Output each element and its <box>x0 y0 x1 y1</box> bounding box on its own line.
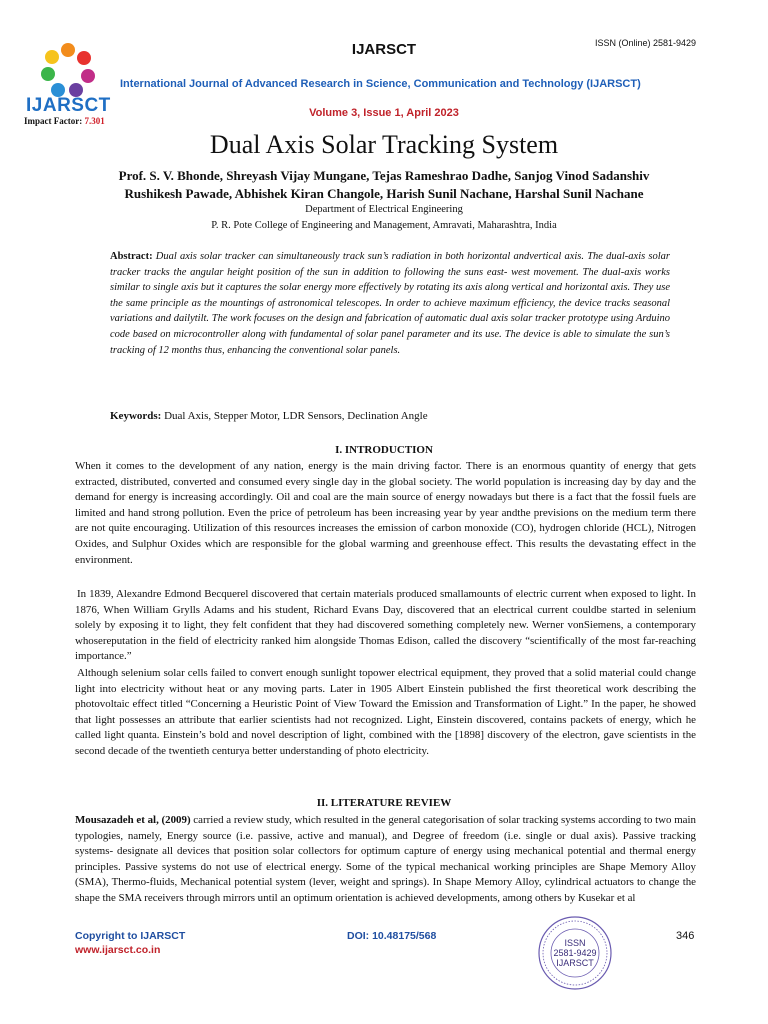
impact-factor-label: Impact Factor: <box>24 116 83 126</box>
citation-label: Mousazadeh et al, (2009) <box>75 814 191 826</box>
abstract <box>110 249 670 358</box>
seal-line-2: 2581-9429 <box>553 948 597 958</box>
abstract-label: Abstract: <box>110 251 153 262</box>
intro-paragraph-1: When it comes to the development of any nation, energy is the main driving factor. There is an enormous quantity of energy that gets extracted, distributed, converted and consumed every single day in the global society. The world population is increasing day by day and the demand for energy is increasing accordingly. Oil and coal are the main source of energy nowadays but there is a fact that the fossil fuels are limited and hand strong pollution. Even the price of petroleum has been increasing year by year andthe previsions on the medium term there are not quite encouraging. Utilization of this resources increases the emission of carbon monoxide (CO), hydrogen chloride (HCL), Nitrogen Oxides, and Sulphur Oxides which are responsible for the global warming and greenhouse effect. This results the devastating effect in the environment. <box>75 460 696 566</box>
literature-text: carried a review study, which resulted in the general categorisation of solar tracking systems according to two main typologies, namely, Energy source (i.e. passive, active and manual), and Degree of freedom (i.e. single or dual axis). Passive tracking systems- designate all devices that position solar collectors for optimum capture of energy using mechanical potential and thermal energy principles. Passive systems do not use of electrical energy. Some of the typical mechanical working principles are Shape Memory Alloy (SMA), Thermo-fluids, Mechanical potential system (lever, weight and springs). In Shape Memory Alloy, cylindrical actuators to change the shape the SMA receivers through mirrors until an optimum orientation is achieved developments, among others by Kusekar et al <box>75 814 696 904</box>
journal-full-name: International Journal of Advanced Research in Science, Communication and Technology (IJARSCT) <box>120 78 641 90</box>
abstract-text: Dual axis solar tracker can simultaneously track sun’s radiation in both horizontal andvertical axis. The dual-axis solar tracker tracks the angular height position of the sun in addition to following the suns east- west movement. The dual-axis works similar to single axis but it captures the solar energy more effectively by rotating its axis along vertical and horizontal axis. They use the same principle as the mountings of astronomical telescopes. In order to achieve maximum efficiency, the device tracks seasonal variations and dailytilt. The work focuses on the design and fabrication of automatic dual axis solar tracker prototype using Arduino code based on microcontroller along with fundamental of solar panel parameter and its use. The device is able to simulate the sun’s tracking of 12 months thus, enhancing the conventional solar panels. <box>110 251 670 356</box>
impact-factor-value: 7.301 <box>84 116 105 126</box>
volume-issue: Volume 3, Issue 1, April 2023 <box>309 107 459 119</box>
section-heading-introduction: I. INTRODUCTION <box>335 444 433 456</box>
keywords-label: Keywords: <box>110 410 162 422</box>
department: Department of Electrical Engineering <box>305 204 463 215</box>
seal-line-3: IJARSCT <box>556 958 594 968</box>
logo-wordmark: IJARSCT <box>26 95 111 116</box>
seal-line-1: ISSN <box>564 938 586 948</box>
authors-line-1: Prof. S. V. Bhonde, Shreyash Vijay Mungane, Tejas Rameshrao Dadhe, Sanjog Vinod Sadanshiv <box>118 168 650 183</box>
paper-title: Dual Axis Solar Tracking System <box>209 130 559 159</box>
intro-paragraph-2: In 1839, Alexandre Edmond Becquerel discovered that certain materials produced smallamounts of electric current when exposed to light. In 1876, When William Grylls Adams and his student, Richard Evans Day, discovered that an electrical current couldbe started in selenium solely by exposing it to light, they felt confident that they had discovered something completely new. Werner vonSiemens, a contemporary whosereputation in the field of electricity ranked him alongside Thomas Edison, called the discovery “scientifically of the most far-reaching importance.” <box>75 588 696 663</box>
footer-doi: DOI: 10.48175/568 <box>347 930 437 942</box>
footer-website-link[interactable]: www.ijarsct.co.in <box>75 944 161 956</box>
keywords-text: Dual Axis, Stepper Motor, LDR Sensors, Declination Angle <box>164 410 428 422</box>
issn: ISSN (Online) 2581-9429 <box>594 38 696 48</box>
literature-paragraph-1 <box>75 813 696 907</box>
footer-copyright: Copyright to IJARSCT <box>75 930 186 942</box>
keywords <box>110 410 428 422</box>
college: P. R. Pote College of Engineering and Management, Amravati, Maharashtra, India <box>211 220 557 231</box>
page-number: 346 <box>676 930 695 942</box>
authors-line-2: Rushikesh Pawade, Abhishek Kiran Changole, Harish Sunil Nachane, Harshal Sunil Nachane <box>124 186 644 201</box>
section-heading-literature-review: II. LITERATURE REVIEW <box>316 797 452 809</box>
intro-paragraph-3: Although selenium solar cells failed to convert enough sunlight topower electrical equipment, they proved that a solid material could change light into electricity without heat or any moving parts. Later in 1905 Albert Einstein published the first theoretical work describing the photovoltaic effect titled “Concerning a Heuristic Point of View Toward the Emission and Transformation of Light.” In the paper, he showed that light possesses an attribute that earlier scientists had not recognized. Light, Einstein discovered, contains packets of energy, which he called light quanta. Einstein’s bold and novel description of light, combined with the [1898] discovery of the electron, gave scientists in the second decade of the twentieth centurya better understanding of photo electricity. <box>75 667 696 757</box>
journal-short-name: IJARSCT <box>351 41 417 58</box>
issn-seal-stamp <box>537 915 613 991</box>
